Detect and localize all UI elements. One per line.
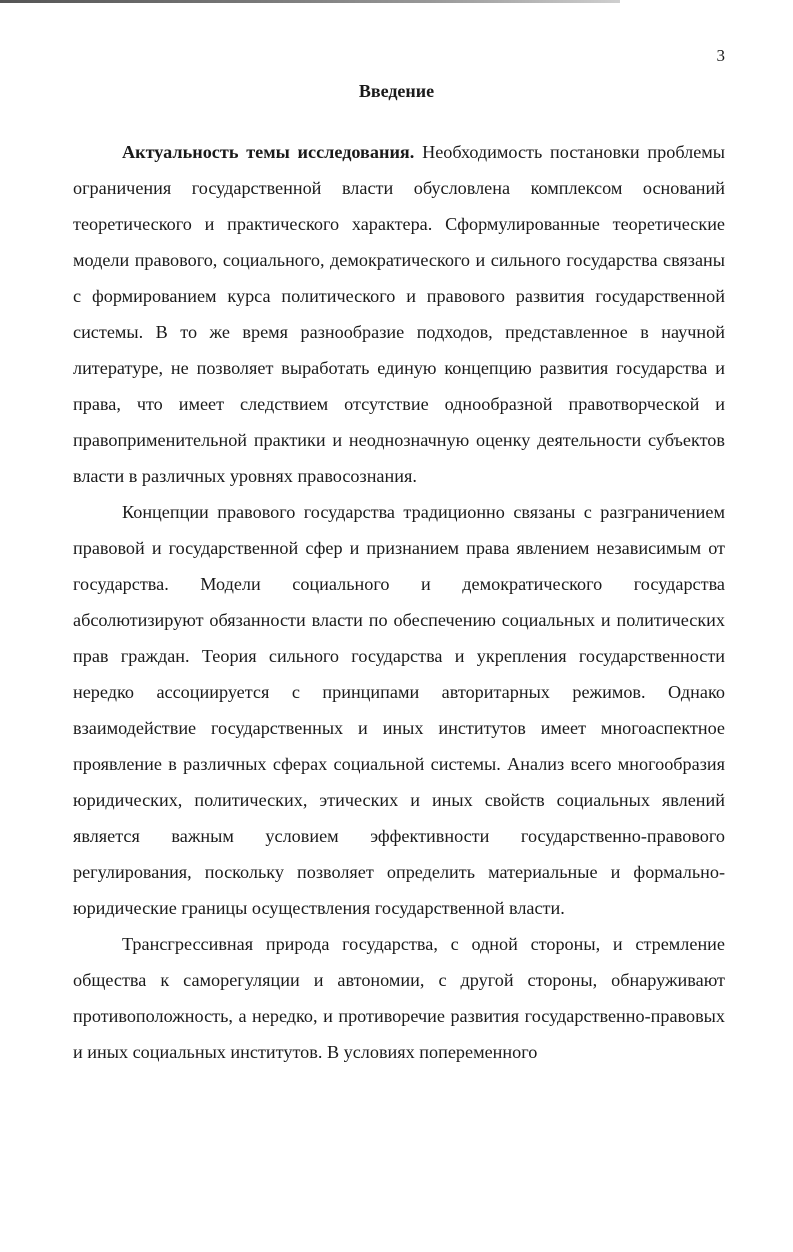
paragraph-text: Концепции правового государства традиционно связаны с разграничением правовой и государственной сфер и признанием права явлением независимым от государства. Модели социального и демократического государства абсолютизируют обязанности власти по обеспечению социальных и политических прав граждан. Теория сильного государства и укрепления государственности нередко ассоциируется с принципами авторитарных режимов. Однако взаимодействие государственных и иных институтов имеет многоаспектное проявление в различных сферах социальной системы. Анализ всего многообразия юридических, политических, этических и иных свойств социальных явлений является важным условием эффективности государственно-правового регулирования, поскольку позволяет определить материальные и формально-юридические границы осуществления государственной власти. [73,502,725,918]
paragraph-concepts [73,494,725,926]
paragraph-text: Трансгрессивная природа государства, с одной стороны, и стремление общества к саморегуляции и автономии, с другой стороны, обнаруживают противоположность, а нередко, и противоречие развития государственно-правовых и иных социальных институтов. В условиях попеременного [73,934,725,1062]
paragraph-relevance [73,134,725,494]
paragraph-lead: Актуальность темы исследования. [122,142,415,162]
paragraph-text: Необходимость постановки проблемы ограничения государственной власти обусловлена комплексом оснований теоретического и практического характера. Сформулированные теоретические модели правового, социального, демократического и сильного государства связаны с формированием курса политического и правового развития государственной системы. В то же время разнообразие подходов, представленное в научной литературе, не позволяет выработать единую концепцию развития государства и права, что имеет следствием отсутствие однообразной правотворческой и правоприменительной практики и неоднозначную оценку деятельности субъектов власти в различных уровнях правосознания. [73,142,725,486]
page-number: 3 [716,46,725,65]
body-text [73,134,725,1070]
scan-edge-line [0,0,620,3]
paragraph-transgressive [73,926,725,1070]
section-title: Введение [358,81,435,101]
